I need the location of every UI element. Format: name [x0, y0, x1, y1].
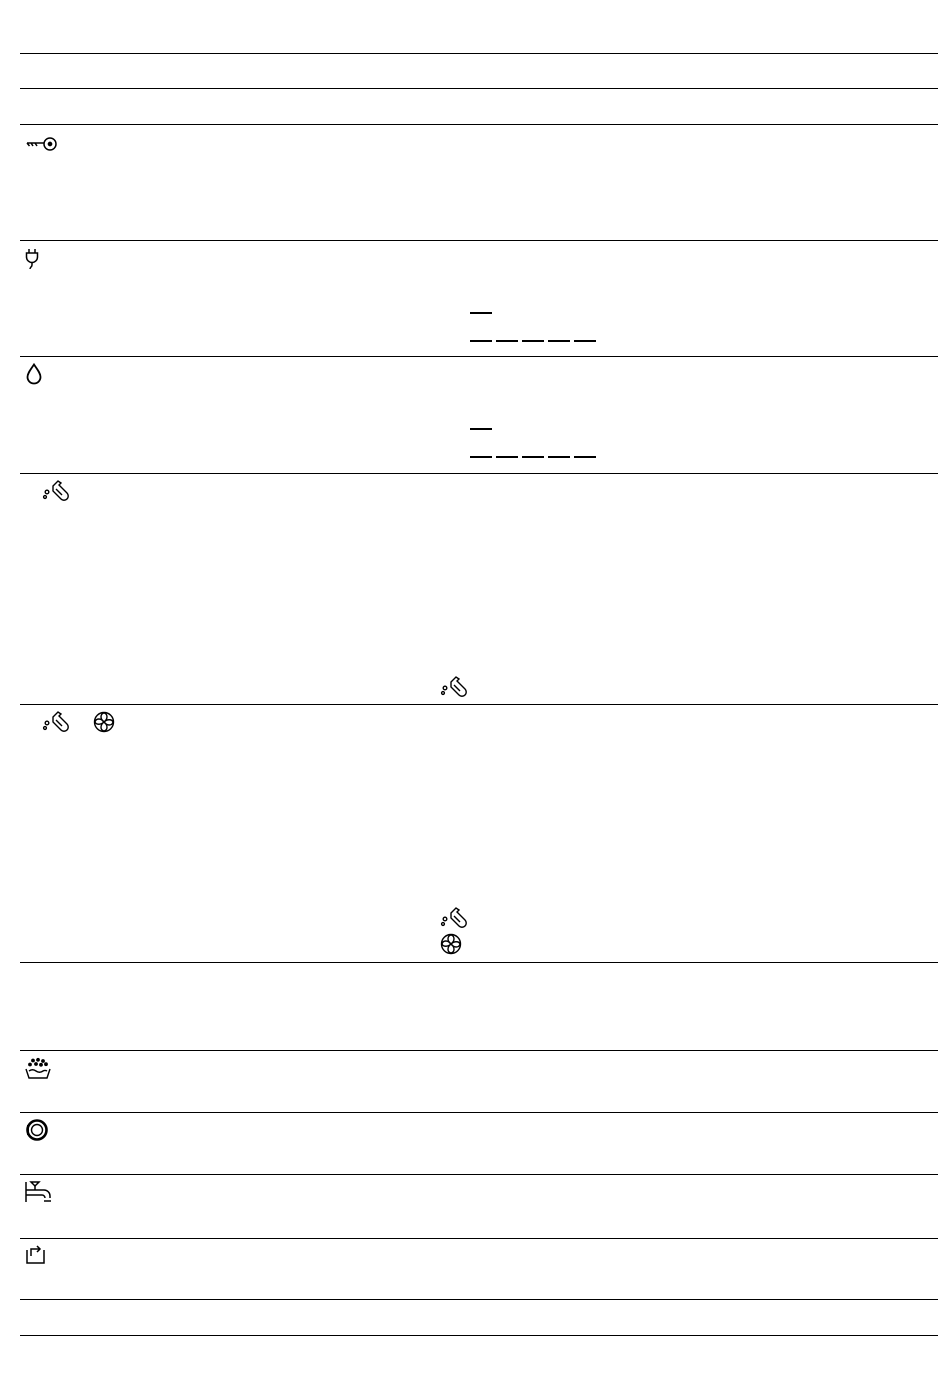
row-divider: [20, 1299, 938, 1300]
row-divider: [20, 1238, 938, 1239]
segment-display-dash: [496, 340, 518, 342]
table-top-rule: [20, 53, 938, 54]
softener-flower-icon: [440, 933, 462, 955]
segment-display-dash: [522, 456, 544, 458]
water-tap-icon: [25, 1181, 53, 1203]
row-divider: [20, 1050, 938, 1051]
row-divider: [20, 1174, 938, 1175]
row-divider: [20, 356, 938, 357]
row-divider: [20, 124, 938, 125]
segment-display-dash: [470, 428, 492, 430]
key-icon: [25, 136, 59, 152]
unload-icon: [25, 1243, 47, 1265]
segment-display-dash: [470, 340, 492, 342]
row-divider: [20, 240, 938, 241]
detergent-bottle-icon: [440, 675, 468, 697]
plug-icon: [25, 248, 39, 270]
segment-display-dash: [496, 456, 518, 458]
detergent-bottle-icon: [42, 479, 70, 501]
segment-display-dash: [574, 456, 596, 458]
row-divider: [20, 473, 938, 474]
water-drop-icon: [26, 363, 42, 385]
row-divider: [20, 88, 938, 89]
segment-display-dash: [522, 340, 544, 342]
row-divider: [20, 962, 938, 963]
drum-icon: [25, 1119, 49, 1141]
detergent-bottle-icon: [42, 710, 70, 732]
soak-basin-icon: [25, 1058, 51, 1080]
table-bottom-rule: [20, 1335, 938, 1336]
row-divider: [20, 1112, 938, 1113]
segment-display-dash: [470, 312, 492, 314]
segment-display-dash: [470, 456, 492, 458]
detergent-bottle-icon: [440, 906, 468, 928]
softener-flower-icon: [93, 711, 115, 733]
segment-display-dash: [574, 340, 596, 342]
segment-display-dash: [548, 340, 570, 342]
row-divider: [20, 704, 938, 705]
segment-display-dash: [548, 456, 570, 458]
